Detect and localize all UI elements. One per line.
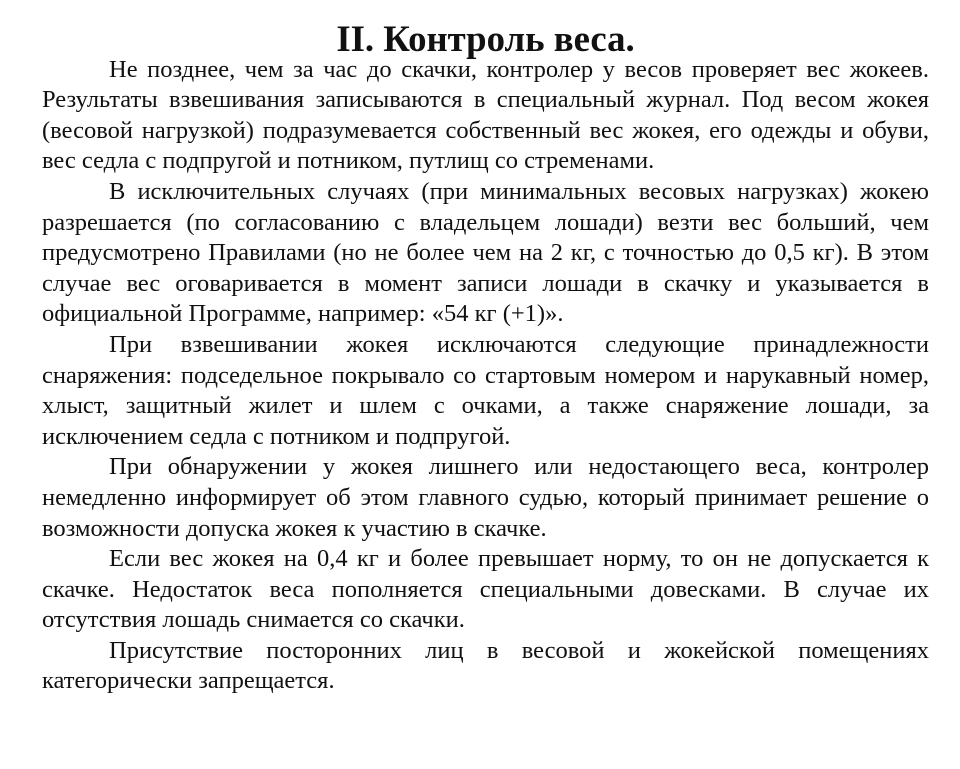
section-heading: II. Контроль веса. xyxy=(336,18,635,59)
paragraph-weighing-time: Не позднее, чем за час до скачки, контролер у весов проверяет вес жокеев. Результаты взвешивания записываются в специальный журнал. Под весом жокея (весовой нагрузкой) подразумевается собственный вес жокея, его одежды и обуви, вес седла с подпругой и потником, путлищ со стременами. xyxy=(42,55,929,175)
paragraph-excluded-equipment: При взвешивании жокея исключаются следующие принадлежности снаряжения: подседельное покрывало со стартовым номером и нарукавный номер, хлыст, защитный жилет и шлем с очками, а также снаряжение лошади, за исключением седла с потником и подпругой. xyxy=(42,330,929,450)
paragraph-outsiders-prohibited: Присутствие посторонних лиц в весовой и жокейской помещениях категорически запрещается. xyxy=(42,636,929,695)
paragraph-overweight-rule: Если вес жокея на 0,4 кг и более превышает норму, то он не допускается к скачке. Недостаток веса пополняется специальными довесками. В случае их отсутствия лошадь снимается со скачки. xyxy=(42,545,929,634)
document-body xyxy=(42,18,929,697)
paragraph-weight-discrepancy: При обнаружении у жокея лишнего или недостающего веса, контролер немедленно информирует об этом главного судью, который принимает решение о возможности допуска жокея к участию в скачке. xyxy=(42,453,929,542)
paragraph-exceptional-cases: В исключительных случаях (при минимальных весовых нагрузках) жокею разрешается (по согласованию с владельцем лошади) везти вес больший, чем предусмотрено Правилами (но не более чем на 2 кг, с точностью до 0,5 кг). В этом случае вес оговаривается в момент записи лошади в скачку и указывается в официальной Программе, например: «54 кг (+1)». xyxy=(42,177,929,328)
